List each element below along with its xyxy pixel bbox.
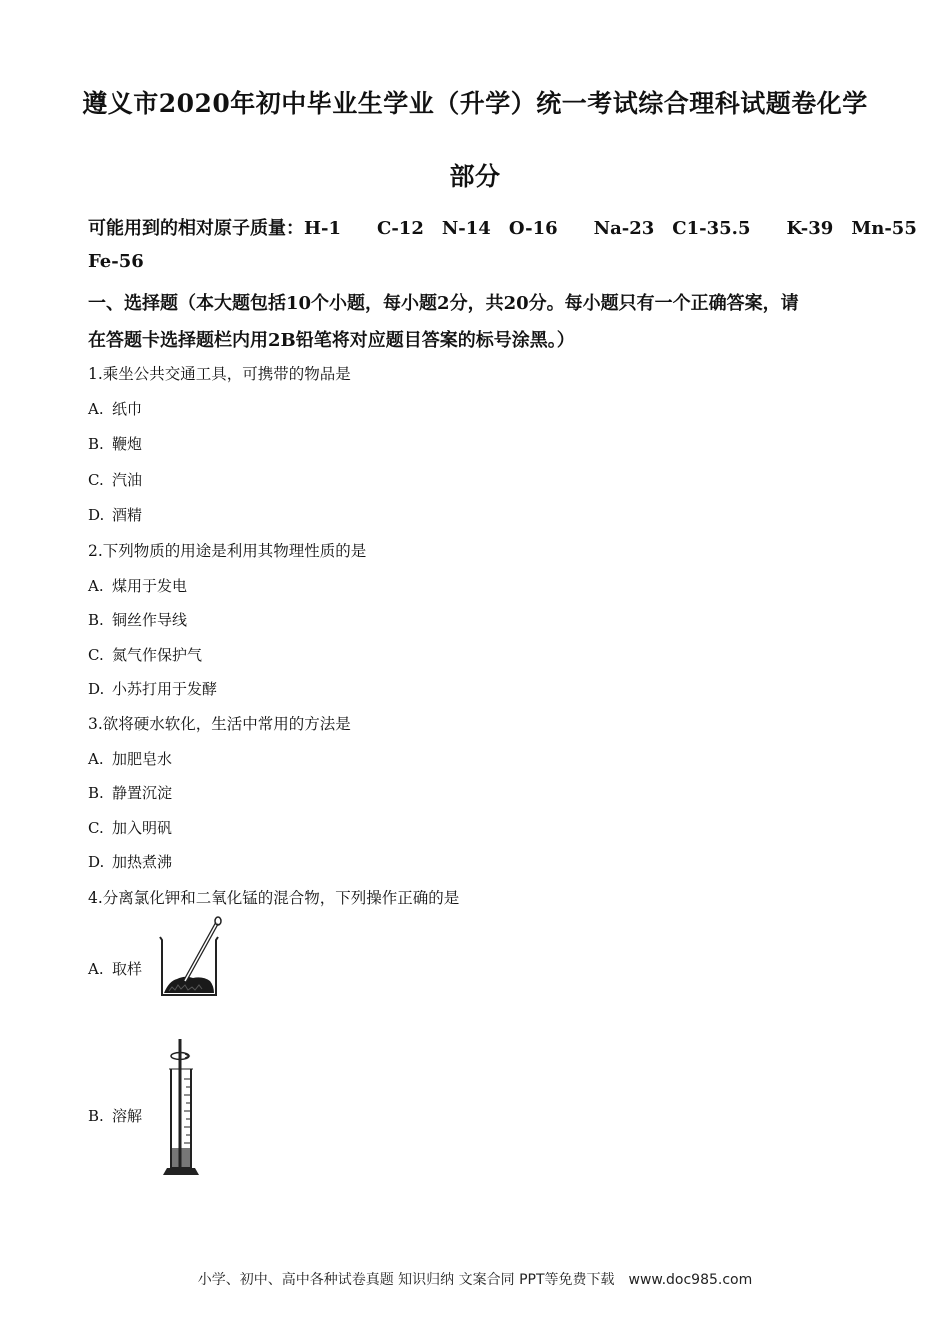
option-text: 加热煮沸	[112, 853, 173, 871]
option-letter: C.	[88, 646, 104, 664]
exam-title-line2: 部分	[449, 162, 501, 191]
option-text: 铜丝作导线	[112, 611, 188, 629]
exam-title-line1: 遵义市2020年初中毕业生学业（升学）统一考试综合理科试题卷化学	[82, 89, 868, 118]
question-2-option-b	[88, 609, 187, 630]
option-text: 加入明矾	[112, 819, 173, 837]
question-3-option-d	[88, 851, 172, 872]
question-2-option-a	[88, 575, 187, 596]
option-letter: A.	[88, 577, 104, 595]
footer-ad: 小学、初中、高中各种试卷真题 知识归纳 文案合同 PPT等免费下载 www.doc985.com	[197, 1272, 753, 1288]
option-letter: C.	[88, 819, 104, 837]
question-1-option-a	[88, 398, 142, 419]
atomic-mass-line2: Fe-56	[88, 251, 144, 272]
question-4-option-a	[88, 958, 142, 979]
atomic-mass-line1: 可能用到的相对原子质量：H-1 C-12 N-14 O-16 Na-23 C1-35.5 K-39 Mn-55	[88, 218, 917, 239]
question-2-option-d	[88, 678, 217, 699]
beaker-with-spoon-icon	[155, 915, 225, 1000]
option-text: 酒精	[112, 506, 143, 524]
question-4-option-b	[88, 1105, 142, 1126]
question-3-option-a	[88, 748, 172, 769]
option-text: 纸巾	[112, 400, 143, 418]
question-2-option-c	[88, 644, 202, 665]
section-heading-line1: 一、选择题（本大题包括10个小题，每小题2分，共20分。每小题只有一个正确答案，请	[88, 293, 799, 314]
option-text: 溶解	[112, 1107, 143, 1125]
question-1-stem: 1.乘坐公共交通工具，可携带的物品是	[88, 365, 351, 383]
option-letter: C.	[88, 471, 104, 489]
option-letter: D.	[88, 680, 105, 698]
question-2-stem: 2.下列物质的用途是利用其物理性质的是	[88, 542, 367, 560]
option-text: 煤用于发电	[112, 577, 188, 595]
option-text: 加肥皂水	[112, 750, 173, 768]
option-text: 氮气作保护气	[112, 646, 203, 664]
option-text: 取样	[112, 960, 143, 978]
option-letter: A.	[88, 400, 104, 418]
option-letter: A.	[88, 960, 104, 978]
option-letter: B.	[88, 784, 104, 802]
option-text: 汽油	[112, 471, 143, 489]
option-text: 小苏打用于发酵	[112, 680, 218, 698]
option-letter: D.	[88, 853, 105, 871]
option-text: 静置沉淀	[112, 784, 173, 802]
option-letter: B.	[88, 435, 104, 453]
section-heading-line2: 在答题卡选择题栏内用2B铅笔将对应题目答案的标号涂黑。）	[88, 330, 575, 351]
question-3-option-b	[88, 782, 172, 803]
option-letter: B.	[88, 1107, 104, 1125]
question-4-stem: 4.分离氯化钾和二氧化锰的混合物，下列操作正确的是	[88, 889, 460, 907]
option-letter: D.	[88, 506, 105, 524]
question-3-stem: 3.欲将硬水软化，生活中常用的方法是	[88, 715, 351, 733]
option-text: 鞭炮	[112, 435, 143, 453]
question-1-option-b	[88, 433, 142, 454]
graduated-cylinder-icon	[155, 1035, 215, 1180]
question-1-option-c	[88, 469, 142, 490]
option-letter: B.	[88, 611, 104, 629]
question-1-option-d	[88, 504, 142, 525]
option-letter: A.	[88, 750, 104, 768]
question-3-option-c	[88, 817, 172, 838]
